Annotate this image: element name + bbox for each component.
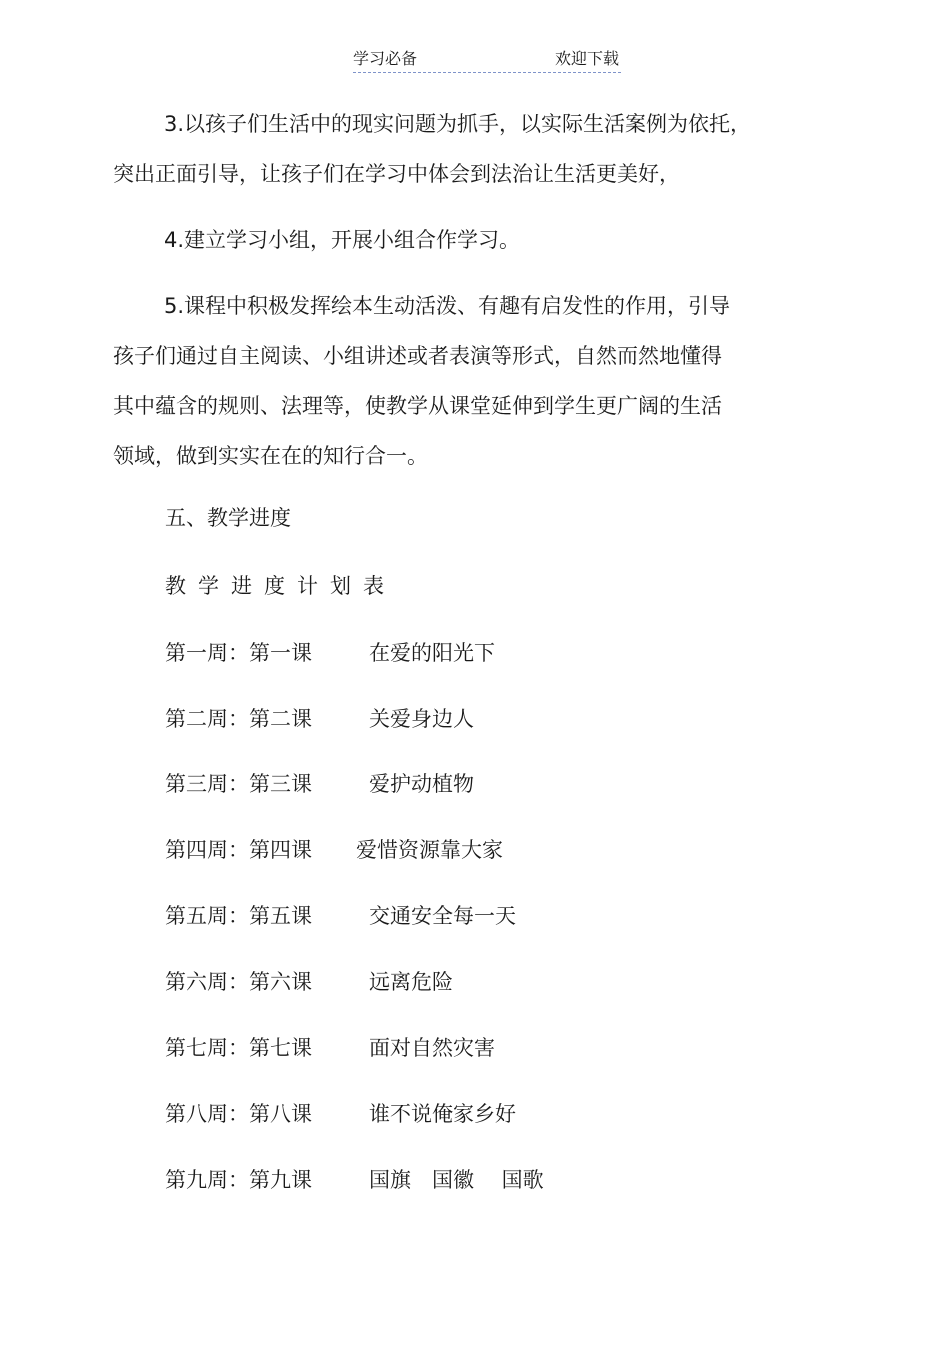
paragraph-4-text: 建立学习小组，开展小组合作学习。 xyxy=(184,228,521,252)
schedule-week: 第六周：第六课 xyxy=(165,970,312,994)
schedule-week: 第七周：第七课 xyxy=(165,1036,312,1060)
schedule-lesson-title: 爱惜资源靠大家 xyxy=(356,838,503,862)
paragraph-5-line-4: 领域，做到实实在在的知行合一。 xyxy=(113,444,428,468)
paragraph-5 xyxy=(113,281,803,481)
schedule-week: 第五周：第五课 xyxy=(165,904,312,928)
paragraph-3-number: 3. xyxy=(164,112,185,136)
paragraph-5-line-1: 课程中积极发挥绘本生动活泼、有趣有启发性的作用，引导 xyxy=(184,294,731,318)
header-left-text: 学习必备 xyxy=(353,49,418,68)
paragraph-3-line-1: 以孩子们生活中的现实问题为抓手，以实际生活案例为依托， xyxy=(184,112,752,136)
schedule-lesson-title: 国旗 国徽 国歌 xyxy=(369,1168,544,1192)
schedule-lesson-title: 在爱的阳光下 xyxy=(369,641,495,665)
page-header xyxy=(353,48,621,73)
schedule-week: 第一周：第一课 xyxy=(165,641,312,665)
schedule-week: 第三周：第三课 xyxy=(165,772,312,796)
schedule-lesson-title: 谁不说俺家乡好 xyxy=(369,1102,516,1126)
paragraph-5-line-3: 其中蕴含的规则、法理等，使教学从课堂延伸到学生更广阔的生活 xyxy=(113,394,722,418)
header-right-text: 欢迎下载 xyxy=(554,49,619,68)
paragraph-3 xyxy=(113,99,803,199)
paragraph-5-line-2: 孩子们通过自主阅读、小组讲述或者表演等形式，自然而然地懂得 xyxy=(113,344,722,368)
schedule-week: 第二周：第二课 xyxy=(165,707,312,731)
schedule-lesson-title: 关爱身边人 xyxy=(369,707,474,731)
paragraph-5-number: 5. xyxy=(164,294,185,318)
paragraph-4-number: 4. xyxy=(164,228,185,252)
paragraph-3-line-2: 突出正面引导，让孩子们在学习中体会到法治让生活更美好， xyxy=(113,162,680,186)
schedule-lesson-title: 交通安全每一天 xyxy=(369,904,516,928)
schedule-lesson-title: 远离危险 xyxy=(369,970,453,994)
schedule-table-title: 教学进度计划表 xyxy=(165,574,396,598)
schedule-lesson-title: 面对自然灾害 xyxy=(369,1036,495,1060)
schedule-week: 第九周：第九课 xyxy=(165,1168,312,1192)
schedule-lesson-title: 爱护动植物 xyxy=(369,772,474,796)
schedule-week: 第八周：第八课 xyxy=(165,1102,312,1126)
paragraph-4 xyxy=(113,215,803,265)
section-heading: 五、教学进度 xyxy=(165,506,291,530)
schedule-week: 第四周：第四课 xyxy=(165,838,312,862)
